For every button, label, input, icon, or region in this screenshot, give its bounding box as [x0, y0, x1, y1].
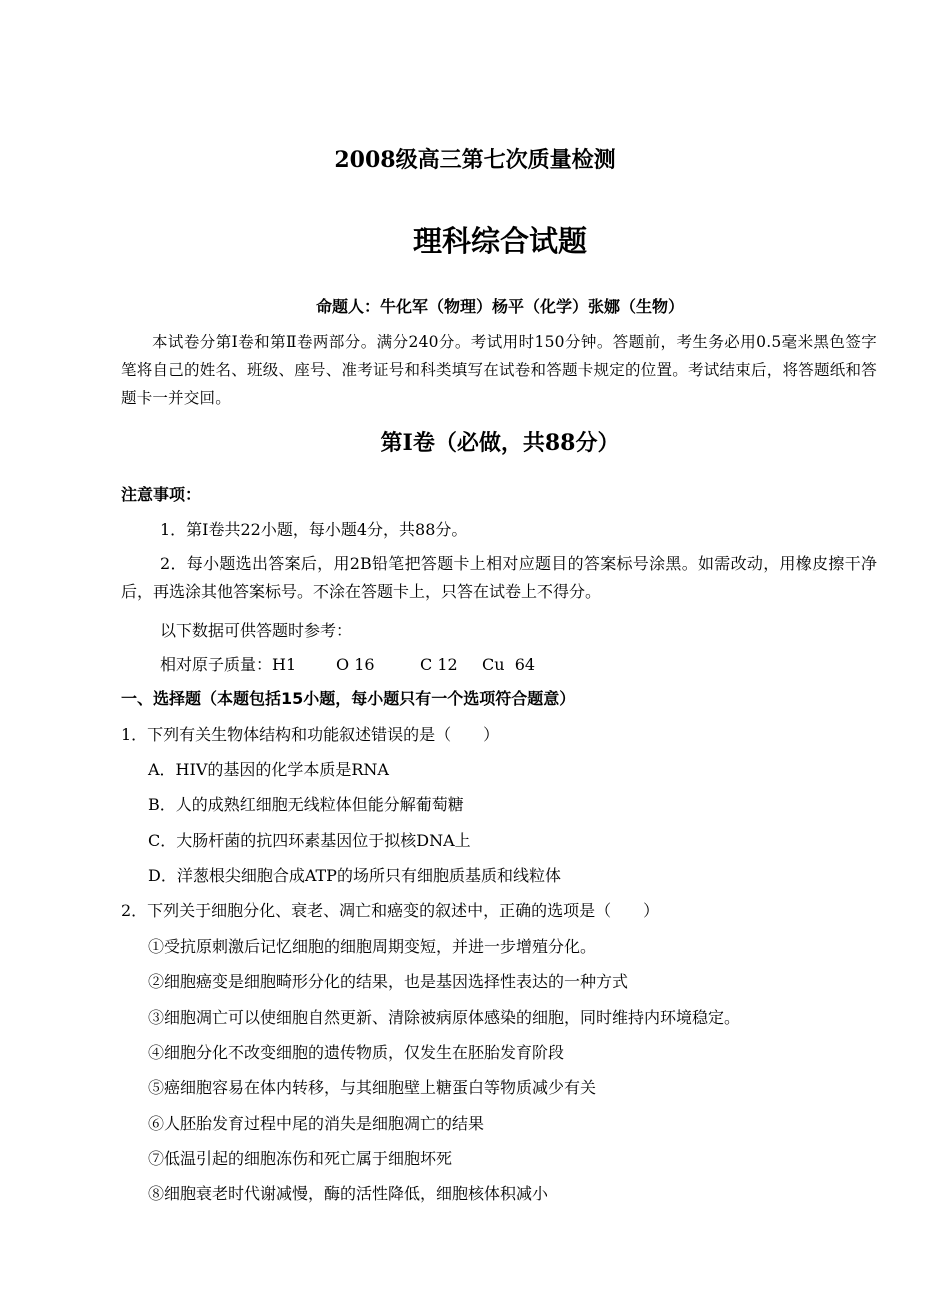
- intro-paragraph: 本试卷分第Ⅰ卷和第Ⅱ卷两部分。满分240分。考试用时150分钟。答题前，考生务必用0.5毫米黑色签字笔将自己的姓名、班级、座号、准考证号和科类填写在试卷和答题卡规定的位置。考试结束后，将答题纸和答题卡一并交回。: [121, 333, 877, 407]
- notice-heading: 注意事项：: [121, 485, 202, 504]
- question-2-statement-3: ③细胞凋亡可以使细胞自然更新、清除被病原体感染的细胞，同时维持内环境稳定。: [148, 1008, 741, 1027]
- question-2-statement-5: ⑤癌细胞容易在体内转移，与其细胞壁上糖蛋白等物质减少有关: [148, 1078, 597, 1097]
- notice-item-1: 1．第Ⅰ卷共22小题，每小题4分，共88分。: [160, 520, 468, 539]
- atomic-mass-h: H1: [272, 655, 297, 674]
- atomic-mass-cu: Cu 64: [482, 655, 536, 674]
- question-2-statement-2: ②细胞癌变是细胞畸形分化的结果，也是基因选择性表达的一种方式: [148, 972, 629, 991]
- question-1-option-b: B．人的成熟红细胞无线粒体但能分解葡萄糖: [148, 795, 464, 814]
- notice-item-2: 2．每小题选出答案后，用2B铅笔把答题卡上相对应题目的答案标号涂黑。如需改动，用橡皮擦干净后，再选涂其他答案标号。不涂在答题卡上，只答在试卷上不得分。: [121, 554, 877, 601]
- authors-line: 命题人：牛化军（物理）杨平（化学）张娜（生物）: [315, 297, 684, 316]
- part1-title: 第Ⅰ卷（必做，共88分）: [380, 430, 620, 456]
- atomic-mass-label: 相对原子质量：: [160, 655, 273, 674]
- atomic-mass-line: [160, 654, 535, 676]
- section1-title: 一、选择题（本题包括15小题，每小题只有一个选项符合题意）: [121, 689, 576, 708]
- question-2-statement-8: ⑧细胞衰老时代谢减慢，酶的活性降低，细胞核体积减小: [148, 1184, 549, 1203]
- question-1-option-a: A．HIV的基因的化学本质是RNA: [148, 760, 389, 779]
- atomic-mass-o: O 16: [336, 655, 375, 674]
- question-1-option-c: C．大肠杆菌的抗四环素基因位于拟核DNA上: [148, 831, 471, 850]
- question-1-stem: 1．下列有关生物体结构和功能叙述错误的是（ ）: [121, 725, 500, 744]
- question-2-statement-7: ⑦低温引起的细胞冻伤和死亡属于细胞坏死: [148, 1149, 453, 1168]
- question-1-option-d: D．洋葱根尖细胞合成ATP的场所只有细胞质基质和线粒体: [148, 866, 561, 885]
- exam-name: 2008级高三第七次质量检测: [334, 147, 616, 173]
- question-2-stem: 2．下列关于细胞分化、衰老、凋亡和癌变的叙述中，正确的选项是（ ）: [121, 901, 660, 920]
- reference-note: 以下数据可供答题时参考：: [160, 621, 353, 640]
- question-2-statement-4: ④细胞分化不改变细胞的遗传物质，仅发生在胚胎发育阶段: [148, 1043, 565, 1062]
- question-2-statement-1: ①受抗原刺激后记忆细胞的细胞周期变短，并进一步增殖分化。: [148, 937, 597, 956]
- atomic-mass-c: C 12: [420, 655, 458, 674]
- subject-title: 理科综合试题: [412, 224, 587, 258]
- question-2-statement-6: ⑥人胚胎发育过程中尾的消失是细胞凋亡的结果: [148, 1114, 485, 1133]
